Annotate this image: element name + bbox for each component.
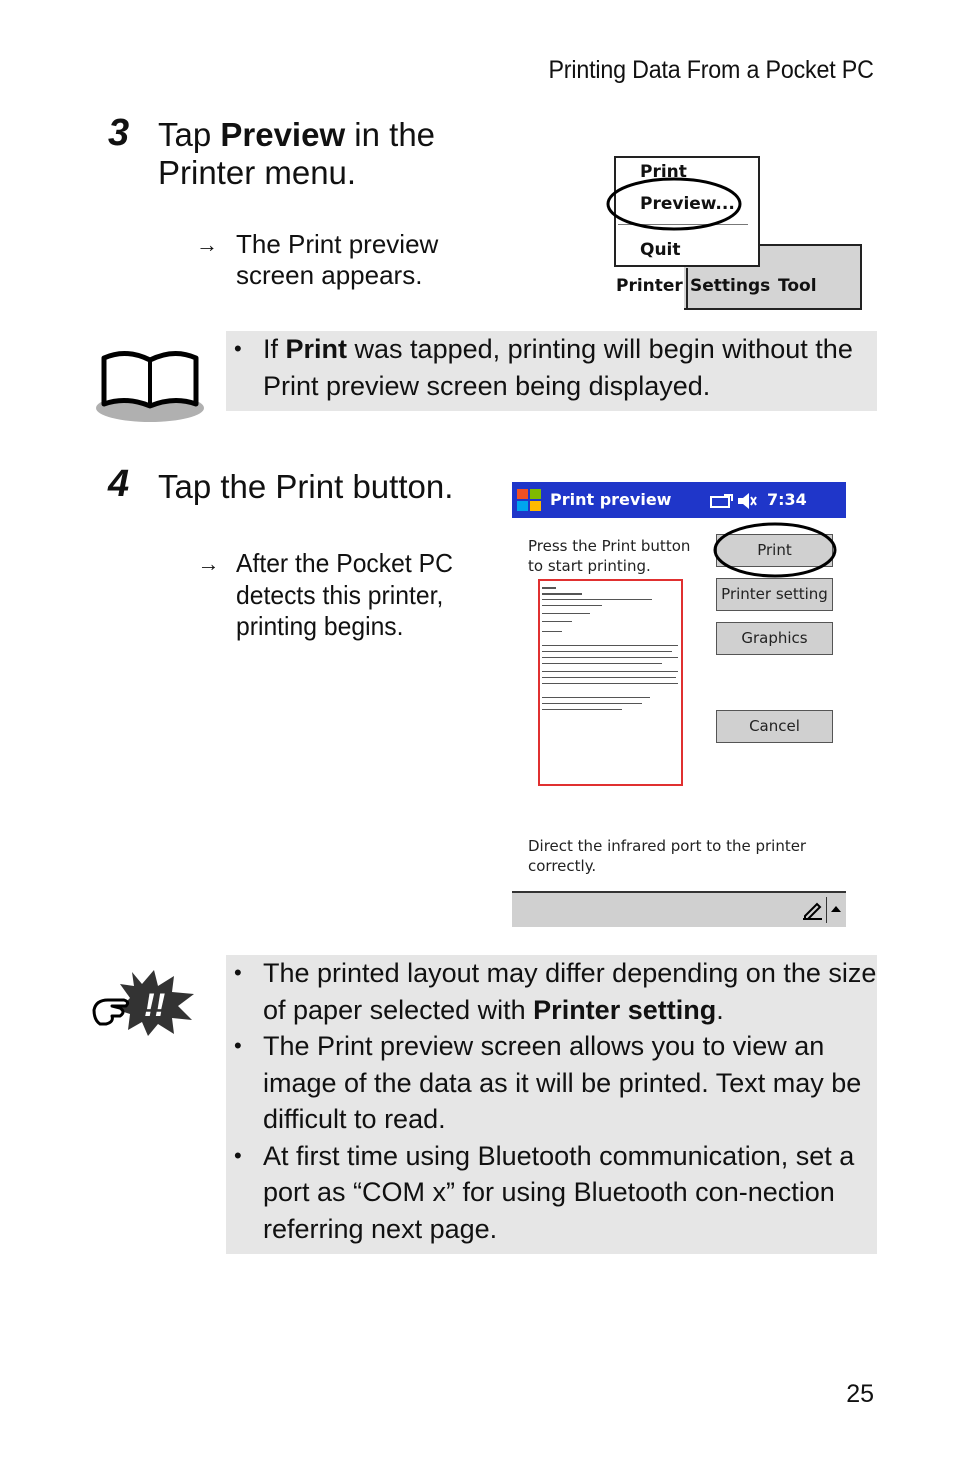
note-2-item-1-pre: The printed layout may differ depending on the size of paper selected with	[263, 958, 877, 1025]
right-arrow-icon: →	[196, 232, 218, 257]
print-preview-area	[538, 579, 683, 786]
step-3-title-bold: Preview	[220, 116, 346, 153]
arrow-up-icon[interactable]	[830, 904, 842, 914]
note-2-item-3	[226, 1138, 877, 1248]
windows-start-icon[interactable]	[515, 487, 545, 513]
note-2-item-1-post: .	[716, 994, 724, 1025]
note-2-item-1	[226, 955, 877, 1028]
menu-item-preview[interactable]: Preview...	[640, 194, 735, 214]
step-3-number: 3	[108, 112, 130, 154]
step-3-title-post: in the	[345, 116, 436, 153]
note-1-post: was tapped, printing will begin without the Print preview screen being displayed.	[263, 334, 853, 401]
note-1-item	[226, 331, 877, 404]
step-3-result	[196, 229, 439, 291]
note-box-1	[226, 331, 877, 411]
instruction-line2: to start printing.	[528, 557, 651, 575]
note-2-item-1-bold: Printer setting	[533, 994, 717, 1025]
infrared-line1: Direct the infrared port to the printer	[528, 837, 807, 855]
highlight-circle-print	[711, 520, 839, 580]
print-button[interactable]: Print	[716, 534, 833, 567]
note-2-item-2	[226, 1028, 877, 1138]
menu-bar-divider	[686, 268, 688, 310]
important-hand-icon	[90, 966, 206, 1036]
infrared-line2: correctly.	[528, 857, 597, 875]
input-bar-divider	[826, 897, 827, 923]
note-2-item-2-text: The Print preview screen allows you to view an image of the data as it will be printed. Text may be difficult to read.	[263, 1031, 862, 1134]
running-header: Printing Data From a Pocket PC	[548, 56, 874, 84]
step-3-title	[158, 116, 435, 192]
right-arrow-icon: →	[197, 551, 220, 576]
print-preview-title: Print preview	[550, 490, 672, 509]
note-1-bold: Print	[285, 334, 348, 364]
note-2-item-3-text: At first time using Bluetooth communication, set a port as “COM x” for using Bluetooth con-nection referring next page.	[263, 1140, 855, 1244]
menu-item-quit[interactable]: Quit	[640, 240, 681, 260]
step-3-result-line2: screen appears.	[236, 260, 423, 290]
volume-icon[interactable]	[736, 491, 758, 511]
print-preview-title-bar	[512, 482, 846, 518]
book-icon	[92, 338, 208, 428]
step-4-result-line3: printing begins.	[236, 611, 404, 641]
menu-bar-item-printer[interactable]: Printer	[616, 276, 683, 296]
note-box-2	[226, 955, 877, 1254]
step-4-result	[197, 548, 453, 643]
step-3-title-line2: Printer menu.	[158, 154, 357, 191]
step-4-result-line2: detects this printer,	[236, 579, 444, 610]
page-number: 25	[846, 1380, 874, 1408]
cancel-button[interactable]: Cancel	[716, 710, 833, 743]
svg-text:!!: !!	[144, 987, 166, 1023]
graphics-button[interactable]: Graphics	[716, 622, 833, 655]
connectivity-icon[interactable]	[710, 493, 734, 509]
step-4-title: Tap the Print button.	[158, 468, 454, 505]
menu-bar-item-tool[interactable]: Tool	[778, 276, 817, 296]
highlight-circle-preview	[604, 176, 744, 232]
menu-item-print[interactable]: Print	[640, 162, 687, 182]
infrared-instruction	[528, 836, 806, 876]
step-3-result-line1: The Print preview	[236, 229, 439, 259]
menu-bar-item-settings[interactable]: Settings	[690, 276, 771, 296]
clock-time: 7:34	[767, 490, 807, 509]
step-3-title-pre: Tap	[158, 116, 221, 153]
print-instruction	[528, 536, 690, 576]
note-1-pre: If	[263, 334, 286, 364]
input-bar	[512, 891, 846, 927]
printer-setting-button[interactable]: Printer setting	[716, 578, 833, 611]
step-4-number: 4	[108, 463, 130, 505]
step-4-result-line1: After the Pocket PC	[236, 548, 453, 578]
instruction-line1: Press the Print button	[528, 537, 691, 555]
pen-input-icon[interactable]	[802, 900, 824, 920]
